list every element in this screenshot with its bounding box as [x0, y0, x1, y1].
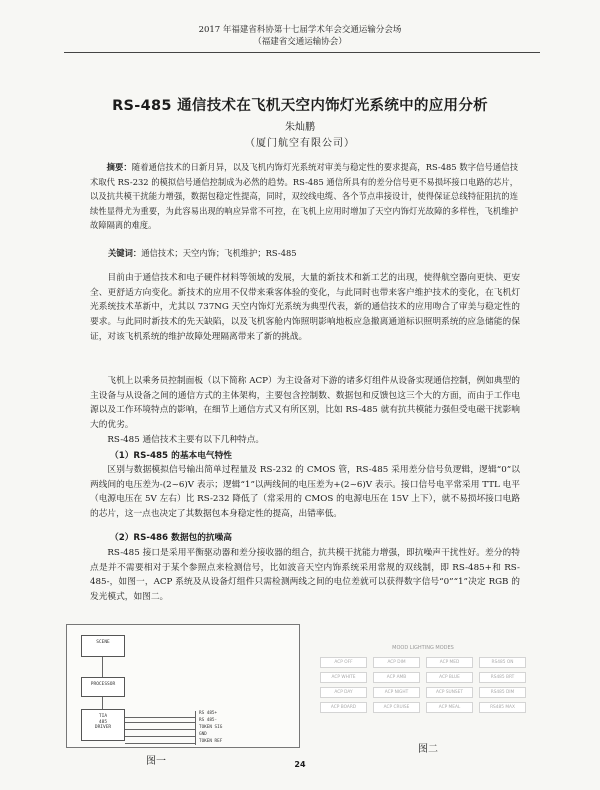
paragraph-intro: 目前由于通信技术和电子硬件材料等领域的发展，大量的新技术和新工艺的出现，使得航空器向更快、更安全、更舒适方向变化。新技术的应用不仅带来乘客体验的变化，与此同时也带来客户维护技术的变化，在飞机灯光系统技术革新中，尤其以 737NG 天空内饰灯光系统为典型代表，新的通信技术的应用吻合了审美与稳定性的要求。与此同时新技术的先天缺陷，以及飞机客舱内饰照明影响地板应急撤离通道标识照明系统的应急储能的保证，对该飞机系统的维护故障处理隔离带来了新的挑战。	[90, 273, 520, 342]
mode-grid	[320, 657, 526, 713]
paragraph-features: RS-485 通信技术主要有以下几种特点。	[107, 435, 265, 445]
mode-chip: ACP WHITE	[320, 672, 367, 683]
bus-line	[125, 717, 195, 718]
mode-chip: ACP NIGHT	[373, 687, 420, 698]
figure-1-caption: 图一	[146, 756, 166, 767]
mode-chip: RS485 MAX	[479, 702, 526, 713]
conference-header	[0, 24, 600, 48]
section-heading-noise: （2）RS-486 数据包的抗噪高	[110, 533, 232, 543]
driver-box-line3: DRIVER	[94, 725, 112, 730]
mode-chip: ACP DAY	[320, 687, 367, 698]
figure-2-panel	[318, 645, 528, 741]
mode-chip: ACP SUNSET	[426, 687, 473, 698]
author-affiliation: （厦门航空有限公司）	[245, 138, 355, 149]
signal-label: TOKEN SIG	[199, 725, 223, 730]
conference-header-line2: （福建省交通运输协会）	[253, 37, 347, 47]
header-divider	[64, 52, 540, 53]
mode-chip: ACP BLUE	[426, 672, 473, 683]
abstract	[90, 160, 518, 233]
figure-2-title: MOOD LIGHTING MODES	[392, 645, 454, 651]
connector-line	[102, 697, 103, 709]
figure-2-caption: 图二	[418, 744, 438, 755]
bus-line	[125, 722, 195, 723]
figure-1-diagram	[66, 624, 300, 748]
connector-line	[102, 657, 103, 677]
keywords	[108, 247, 528, 259]
abstract-label: 摘要：	[106, 162, 132, 172]
mode-chip: ACP AMB	[373, 672, 420, 683]
mode-chip: ACP MED	[426, 657, 473, 668]
bus-line	[125, 736, 195, 737]
driver-box	[81, 709, 125, 741]
mode-chip: RS485 DIM	[479, 687, 526, 698]
scene-box: SCENE	[81, 635, 125, 657]
mode-chip: ACP DIM	[373, 657, 420, 668]
abstract-text: 随着通信技术的日新月异，以及飞机内饰灯光系统对审美与稳定性的要求提高，RS-485 数字信号通信技术取代 RS-232 的模拟信号通信控制成为必然的趋势。RS-485 通信所具有的差分信号更不易损坏接口电路的芯片，以及抗共模干扰能力增强，数据包稳定性提高，同时，双绞线电缆、各个节点串接设计，使得保证总线特征阻抗的连续性显得尤为重要，为此容易出现的响应异常不可控，在飞机上应用时增加了天空内饰灯光故障的多样性，飞机维护故障隔离的难度。	[90, 162, 518, 231]
mode-chip: ACP MEAL	[426, 702, 473, 713]
signal-label: RS 485-	[199, 718, 218, 723]
mode-chip: ACP OFF	[320, 657, 367, 668]
mode-chip: RS485 ON	[479, 657, 526, 668]
author-name: 朱灿鹏	[285, 122, 315, 133]
bus-line	[125, 743, 195, 744]
keywords-label: 关键词：	[108, 248, 142, 258]
driver-box-line2: 485	[98, 719, 108, 725]
driver-box-line1: TIA	[98, 714, 108, 719]
mode-chip: ACP CRUISE	[373, 702, 420, 713]
signal-label: RS 485+	[199, 711, 218, 716]
mode-chip: ACP BOARD	[320, 702, 367, 713]
section-heading-electrical: （1）RS-485 的基本电气特性	[110, 451, 232, 461]
paragraph-electrical: 区别与数据模拟信号输出简单过程量及 RS-232 的 CMOS 管，RS-485 采用差分信号负逻辑，逻辑“0”以两线间的电压差为-(2~6)V 表示；逻辑“1”以两线间的电压差为+(2~6)V 表示。接口信号电平常采用 TTL 电平（电源电压在 5V 左右）比 RS-232 降低了（常采用的 CMOS 的电源电压在 15V 上下），就不易损坏接口电路的芯片，这一点也决定了其数据包本身稳定性的提高，出错率低。	[90, 465, 520, 520]
paragraph-acp: 飞机上以乘务员控制面板（以下简称 ACP）为主设备对下游的诸多灯组件从设备实现通信控制，例如典型的主设备与从设备之间的通信方式的主体架构，主要包含控制数、数据包和反馈包这三个大的方面，而由于工作电源以及工作环境特点的影响，在细节上通信方式又有所区别，比如 RS-485 就有抗共模能力强但受电磁干扰影响大的优劣。	[90, 376, 520, 431]
signal-label: TOKEN REF	[199, 739, 223, 744]
paragraph-noise: RS-485 接口是采用平衡驱动器和差分接收器的组合，抗共模干扰能力增强，即抗噪声干扰性好。差分的特点是并不需要相对于某个参照点来检测信号，比如波音天空内饰系统采用常规的双线制，即 RS-485+和 RS-485-，如图一，ACP 系统及从设备灯组件只需检测两线之间的电位差就可以获得数字信号“0”“1”决定 RGB 的发光模式，如图二。	[90, 548, 520, 603]
signal-label: GND	[199, 732, 207, 737]
connector-bar	[195, 711, 196, 745]
bus-line	[125, 729, 195, 730]
keywords-text: 通信技术；天空内饰；飞机维护；RS-485	[141, 248, 297, 258]
paper-title: RS-485 通信技术在飞机天空内饰灯光系统中的应用分析	[112, 98, 488, 114]
processor-box: PROCESSOR	[81, 677, 125, 697]
page-number: 24	[294, 760, 306, 769]
conference-header-line1: 2017 年福建省科协第十七届学术年会交通运输分会场	[198, 25, 402, 35]
mode-chip: RS485 BRT	[479, 672, 526, 683]
